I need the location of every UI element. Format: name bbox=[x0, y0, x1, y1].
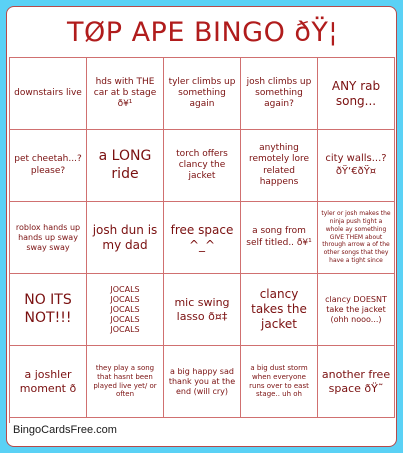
bingo-cell[interactable]: city walls...? ðŸ‘€ðŸ¤ bbox=[318, 130, 395, 202]
bingo-cell[interactable]: hds with THE car at b stage ð¥¹ bbox=[87, 58, 164, 130]
free-space-cell[interactable]: free space ^_^ bbox=[164, 202, 241, 274]
bingo-cell[interactable]: clancy takes the jacket bbox=[241, 274, 318, 346]
bingo-cell[interactable]: they play a song that hasnt been played live yet/ or often bbox=[87, 346, 164, 418]
bingo-cell[interactable]: tyler or josh makes the ninja push tight a whole ay something GIVE THEM about through arrow a of the other songs that they have a tight since bbox=[318, 202, 395, 274]
bingo-grid bbox=[9, 57, 395, 423]
card-title: TØP APE BINGO ðŸ¦ bbox=[66, 17, 339, 48]
bingo-cell[interactable]: a big dust storm when everyone runs over to east stage.. uh oh bbox=[241, 346, 318, 418]
bingo-cell[interactable]: another free space ðŸ˜ bbox=[318, 346, 395, 418]
bingo-cell[interactable]: downstairs live bbox=[10, 58, 87, 130]
bingo-cell[interactable]: ANY rab song... bbox=[318, 58, 395, 130]
bingo-card bbox=[6, 6, 397, 447]
bingo-cell[interactable]: torch offers clancy the jacket bbox=[164, 130, 241, 202]
bingo-cell[interactable]: a song from self titled.. ð¥¹ bbox=[241, 202, 318, 274]
bingo-cell[interactable]: tyler climbs up something again bbox=[164, 58, 241, 130]
bingo-cell[interactable]: anything remotely lore related happens bbox=[241, 130, 318, 202]
bingo-cell[interactable]: a LONG ride bbox=[87, 130, 164, 202]
bingo-cell[interactable]: roblox hands up hands up sway sway sway bbox=[10, 202, 87, 274]
bingo-cell[interactable]: josh dun is my dad bbox=[87, 202, 164, 274]
bingo-cell[interactable]: a joshler moment ð bbox=[10, 346, 87, 418]
site-footer[interactable]: BingoCardsFree.com bbox=[13, 424, 117, 436]
bingo-cell[interactable]: a big happy sad thank you at the end (will cry) bbox=[164, 346, 241, 418]
bingo-cell[interactable]: mic swing lasso ð¤‡ bbox=[164, 274, 241, 346]
bingo-cell[interactable]: josh climbs up something again? bbox=[241, 58, 318, 130]
bingo-cell[interactable]: clancy DOESNT take the jacket (ohh nooo...) bbox=[318, 274, 395, 346]
bingo-cell[interactable]: JOCALS JOCALS JOCALS JOCALS JOCALS bbox=[87, 274, 164, 346]
bingo-cell[interactable]: NO ITS NOT!!! bbox=[10, 274, 87, 346]
bingo-cell[interactable]: pet cheetah...? please? bbox=[10, 130, 87, 202]
